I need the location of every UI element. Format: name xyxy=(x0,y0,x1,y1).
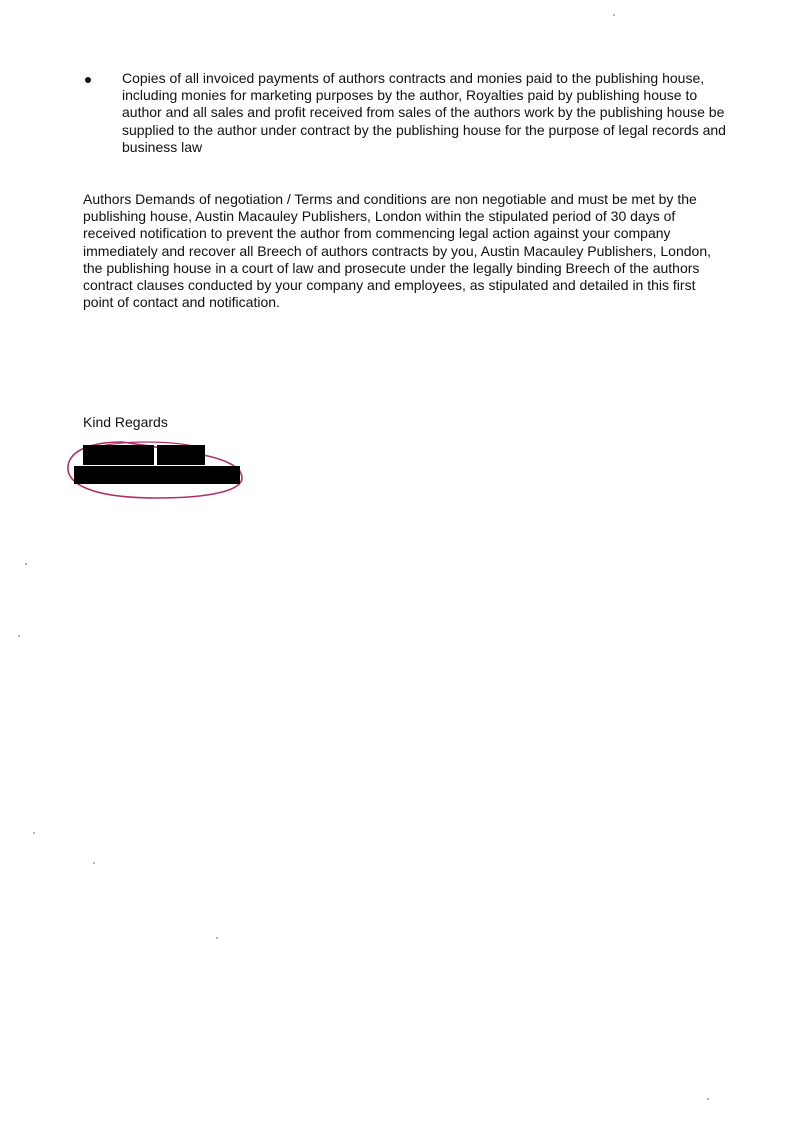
scan-speck xyxy=(25,563,27,565)
closing-salutation: Kind Regards xyxy=(83,414,168,430)
requirements-list xyxy=(82,70,732,156)
scan-speck xyxy=(93,862,95,864)
redacted-title-line xyxy=(74,466,240,484)
redacted-name-last xyxy=(157,445,205,465)
signature-block xyxy=(62,436,252,506)
terms-paragraph: Authors Demands of negotiation / Terms and conditions are non negotiable and must be met by the publishing house, Austin Macauley Publishers, London within the stipulated period of 30 days of received notification to prevent the author from commencing legal action against your company immediately and recover all Breech of authors contracts by you, Austin Macauley Publishers, London, the publishing house in a court of law and prosecute under the legally binding Breech of the authors contract clauses conducted by your company and employees, as stipulated and detailed in this first point of contact and notification. xyxy=(83,191,711,311)
scan-speck xyxy=(33,832,35,834)
scan-speck xyxy=(18,635,20,637)
scan-speck xyxy=(216,937,218,939)
list-item-text: Copies of all invoiced payments of authors contracts and monies paid to the publishing house, including monies for marketing purposes by the author, Royalties paid by publishing house to author and all sales and profit received from sales of the authors work by the publishing house be supplied to the author under contract by the publishing house for the purpose of legal records and business law xyxy=(122,70,726,155)
list-item xyxy=(82,70,732,156)
bullet-icon xyxy=(85,77,91,83)
scan-speck xyxy=(613,14,615,16)
redacted-name-first xyxy=(83,445,154,465)
scan-speck xyxy=(707,1098,709,1100)
